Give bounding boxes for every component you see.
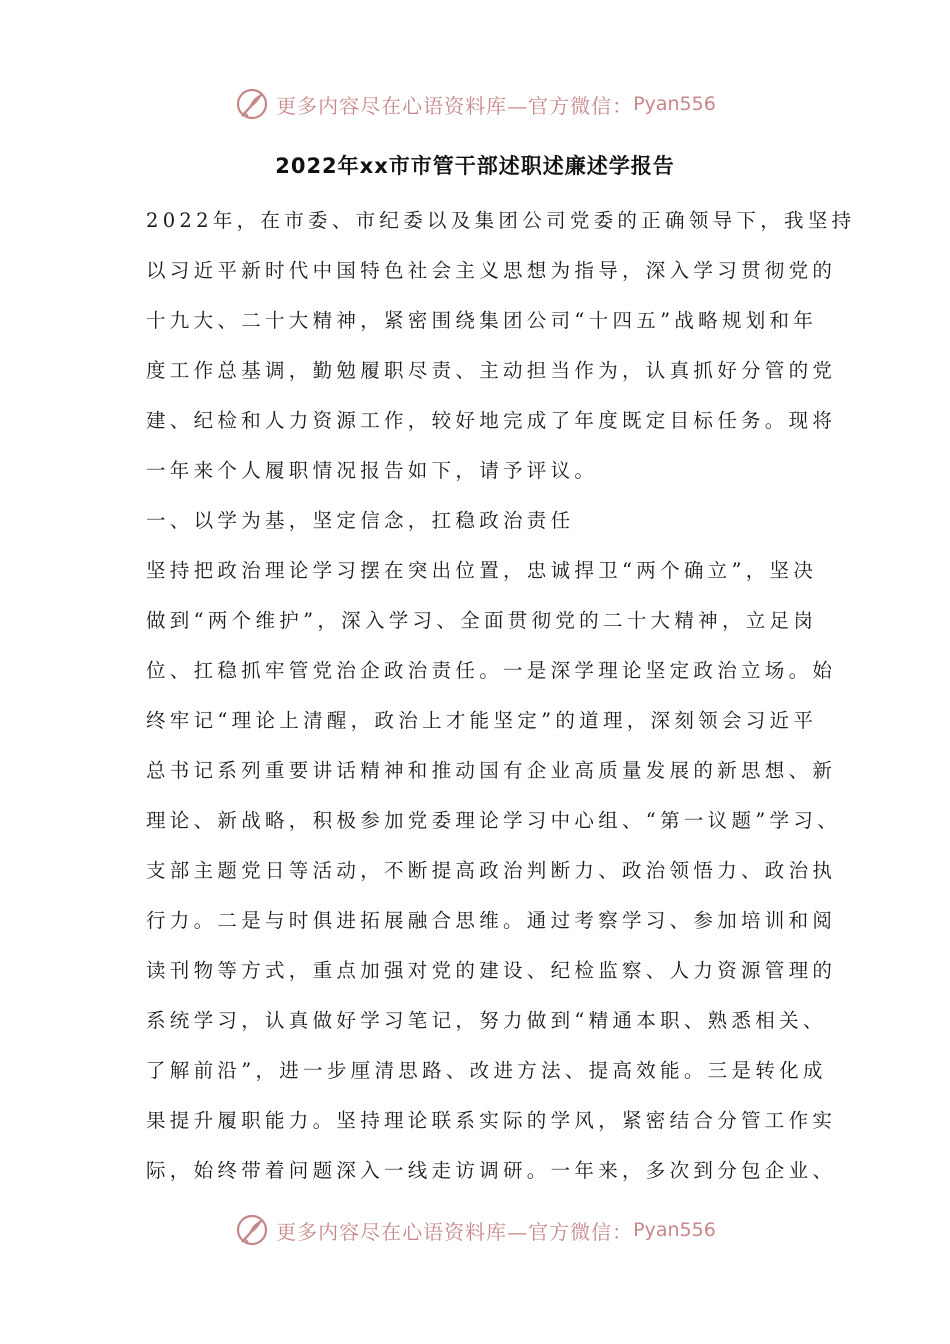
body-line: 一年来个人履职情况报告如下，请予评议。 bbox=[146, 459, 599, 482]
footer-banner-text: 更多内容尽在心语资料库—官方微信： bbox=[276, 1219, 634, 1244]
body-line: 以习近平新时代中国特色社会主义思想为指导，深入学习贯彻党的 bbox=[146, 259, 837, 282]
footer-watermark-banner bbox=[0, 1208, 950, 1252]
body-line: 十九大、二十大精神，紧密围绕集团公司“十四五”战略规划和年 bbox=[146, 309, 818, 332]
body-line: 读刊物等方式，重点加强对党的建设、纪检监察、人力资源管理的 bbox=[146, 959, 837, 982]
body-line: 际，始终带着问题深入一线走访调研。一年来，多次到分包企业、 bbox=[146, 1159, 837, 1182]
body-line: 建、纪检和人力资源工作，较好地完成了年度既定目标任务。现将 bbox=[146, 409, 837, 432]
body-line: 理论、新战略，积极参加党委理论学习中心组、“第一议题”学习、 bbox=[146, 809, 841, 832]
body-line: 2022年，在市委、市纪委以及集团公司党委的正确领导下，我坚持 bbox=[146, 209, 856, 232]
body-line: 系统学习，认真做好学习笔记，努力做到“精通本职、熟悉相关、 bbox=[146, 1009, 827, 1032]
body-line: 终牢记“理论上清醒，政治上才能坚定”的道理，深刻领会习近平 bbox=[146, 709, 818, 732]
document-title: 2022年xx市市管干部述职述廉述学报告 bbox=[275, 154, 675, 178]
body-line: 度工作总基调，勤勉履职尽责、主动担当作为，认真抓好分管的党 bbox=[146, 359, 837, 382]
body-line: 行力。二是与时俱进拓展融合思维。通过考察学习、参加培训和阅 bbox=[146, 909, 837, 932]
body-line: 总书记系列重要讲话精神和推动国有企业高质量发展的新思想、新 bbox=[146, 759, 837, 782]
footer-banner-handle: Pyan556 bbox=[633, 1219, 716, 1241]
body-line: 了解前沿”，进一步厘清思路、改进方法、提高效能。三是转化成 bbox=[146, 1059, 827, 1082]
body-line: 支部主题党日等活动，不断提高政治判断力、政治领悟力、政治执 bbox=[146, 859, 837, 882]
document-body bbox=[146, 196, 856, 1196]
body-line: 坚持把政治理论学习摆在突出位置，忠诚捍卫“两个确立”，坚决 bbox=[146, 559, 818, 582]
header-watermark-banner bbox=[0, 82, 950, 126]
quill-logo-icon bbox=[234, 86, 270, 122]
header-banner-text: 更多内容尽在心语资料库—官方微信： bbox=[276, 93, 634, 118]
header-banner-handle: Pyan556 bbox=[633, 93, 716, 115]
section-heading: 一、以学为基，坚定信念，扛稳政治责任 bbox=[146, 509, 575, 532]
body-line: 果提升履职能力。坚持理论联系实际的学风，紧密结合分管工作实 bbox=[146, 1109, 837, 1132]
body-line: 做到“两个维护”，深入学习、全面贯彻党的二十大精神，立足岗 bbox=[146, 609, 818, 632]
body-line: 位、扛稳抓牢管党治企政治责任。一是深学理论坚定政治立场。始 bbox=[146, 659, 837, 682]
quill-logo-icon bbox=[234, 1212, 270, 1248]
